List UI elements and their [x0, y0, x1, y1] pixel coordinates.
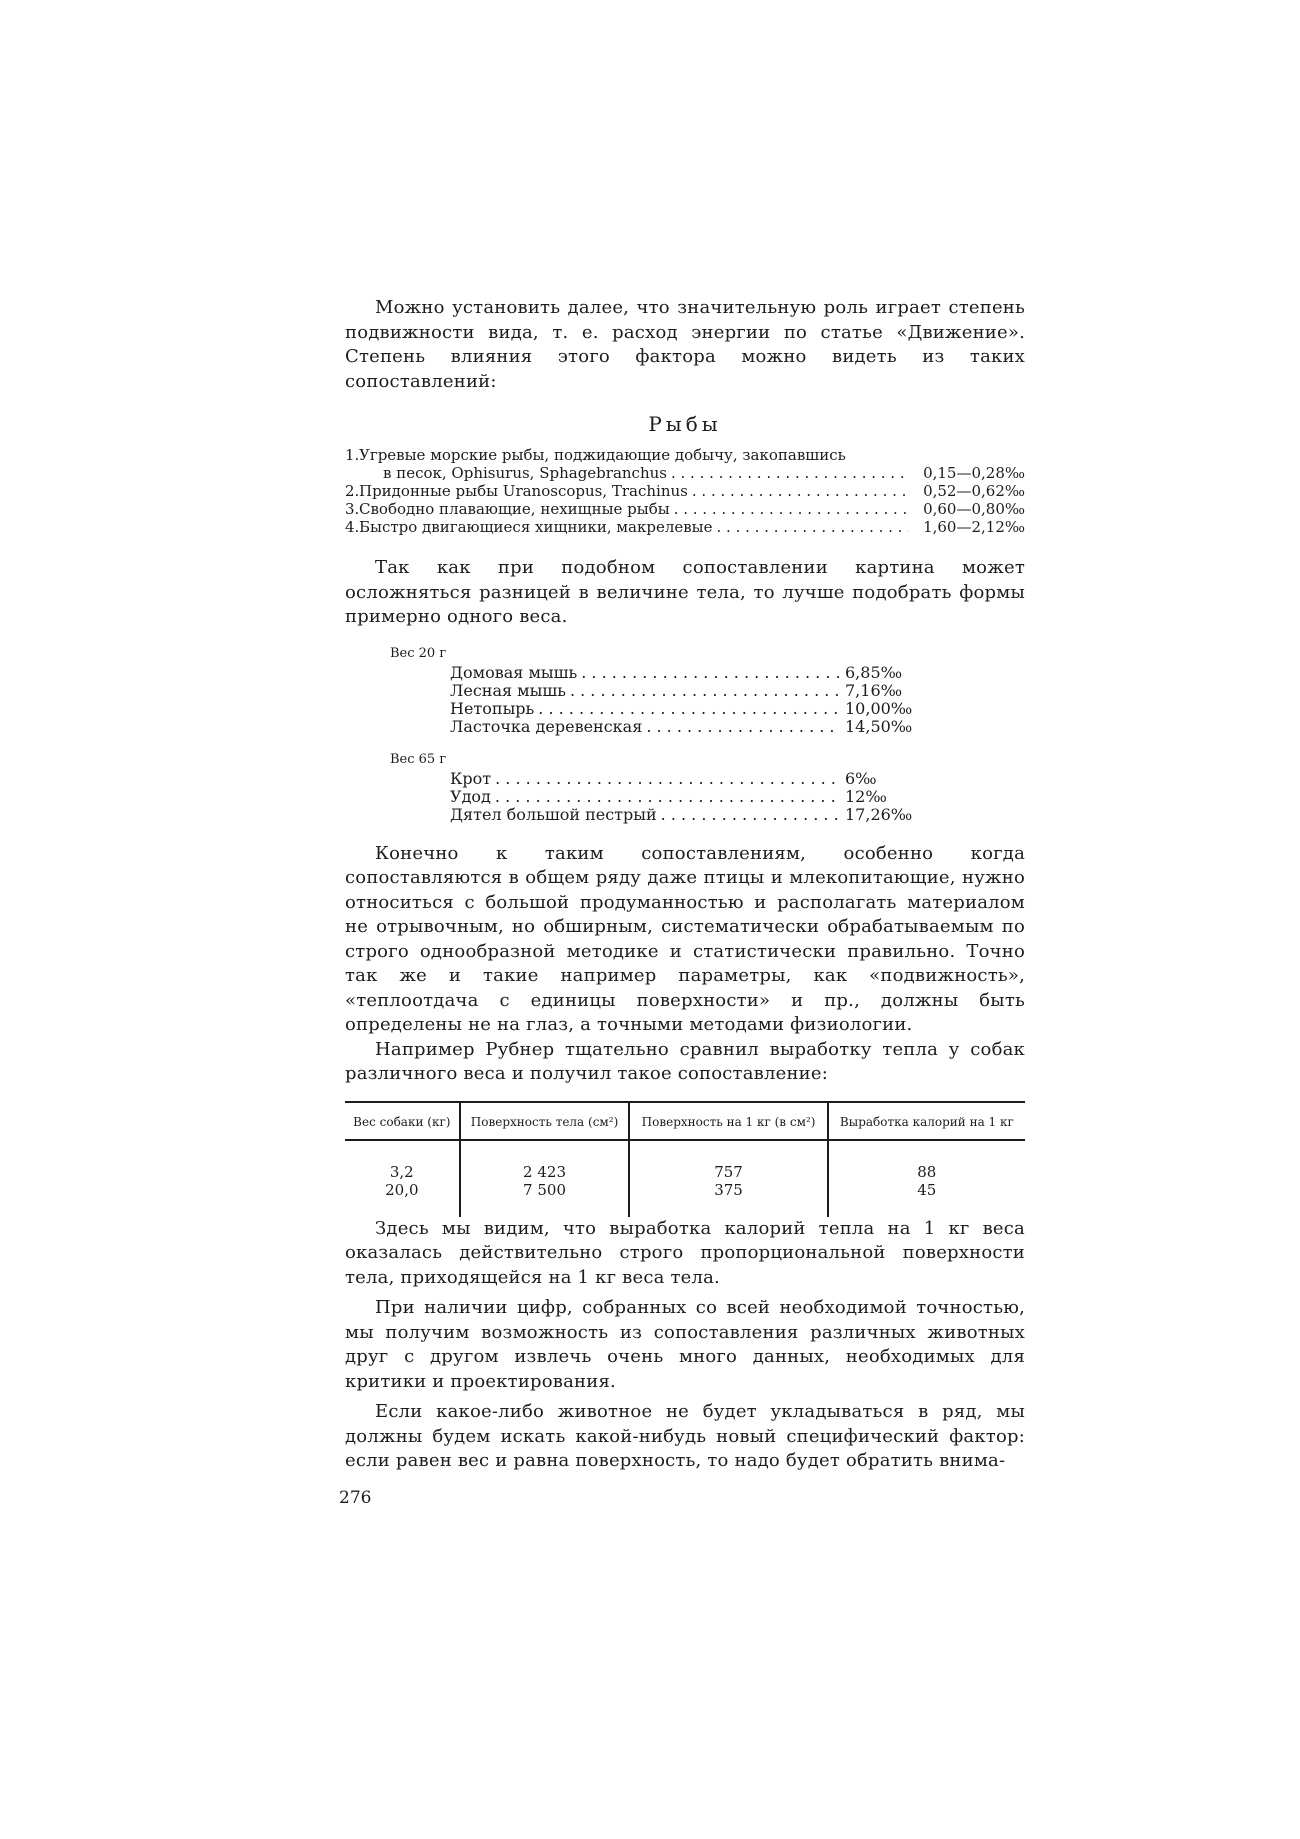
table-header-row — [345, 1102, 1025, 1140]
animal-value: 14,50‰ — [839, 718, 930, 736]
table-cell: 757 — [629, 1163, 827, 1181]
table-row — [345, 1163, 1025, 1181]
animal-name: Лесная мышь . . . — [450, 682, 839, 700]
animal-name: Домовая мышь . . . — [450, 664, 839, 682]
fish-list-item-continuation — [345, 464, 1025, 482]
table-spacer-row — [345, 1140, 1025, 1163]
fish-list — [345, 446, 1025, 536]
weight-group-label: Вес 65 г — [390, 751, 447, 767]
fish-item-value: 1,60—2,12‰ — [909, 518, 1025, 536]
weight-list-item — [450, 664, 930, 682]
rubner-paragraph: Например Рубнер тщательно сравнил выработку тепла у собак различного веса и получил такое сопоставление: — [345, 1038, 1025, 1084]
weight-group — [345, 750, 1025, 824]
weight-group-list — [450, 664, 930, 736]
weight-group-label: Вес 20 г — [390, 645, 447, 661]
page-content — [339, 296, 1025, 1508]
table-cell: 3,2 — [389, 1162, 414, 1181]
fish-item-text: Угревые морские рыбы, поджидающие добычу, закопавшись — [359, 446, 846, 464]
weight-list-item — [450, 682, 930, 700]
weight-paragraph: Так как при подобном сопоставлении картина может осложняться разницей в величине тела, то лучше подобрать формы примерно одного веса. — [345, 557, 1025, 627]
weight-group — [345, 644, 1025, 736]
fish-item-value: 0,52—0,62‰ — [909, 482, 1025, 500]
weight-list-item — [450, 806, 930, 824]
animal-name: Нетопырь . . . — [450, 700, 839, 718]
intro-paragraph: Можно установить далее, что значительную роль играет степень подвижности вида, т. е. расход энергии по статье «Движение». Степень влияния этого фактора можно видеть из таких сопоставлений: — [345, 297, 1025, 392]
page-number: 276 — [339, 1487, 372, 1508]
animal-name: Крот . . . — [450, 770, 839, 788]
animal-value: 12‰ — [839, 788, 930, 806]
table-cell: 88 — [828, 1163, 1025, 1181]
animal-value: 6‰ — [839, 770, 930, 788]
table-cell: 2 423 — [460, 1163, 630, 1181]
fish-list-item — [345, 500, 1025, 518]
fish-item-value: 0,15—0,28‰ — [909, 464, 1025, 482]
fish-item-text: Быстро двигающиеся хищники, макрелевые . . . — [359, 518, 909, 536]
weight-list-item — [450, 770, 930, 788]
animal-name: Удод . . . — [450, 788, 839, 806]
table-cell: 7 500 — [460, 1181, 630, 1217]
table-header-cell: Вес собаки (кг) — [345, 1102, 460, 1140]
fish-heading: Рыбы — [648, 412, 722, 436]
last-paragraph: Если какое-либо животное не будет укладываться в ряд, мы должны будем искать какой-нибудь новый специфический фактор: если равен вес и равна поверхность, то надо будет обратить внима- — [345, 1401, 1025, 1471]
fish-item-text: Свободно плавающие, нехищные рыбы . . . — [359, 500, 909, 518]
table-header-cell: Выработка калорий на 1 кг — [828, 1102, 1025, 1140]
fish-item-number: 1. — [345, 446, 360, 464]
animal-name: Дятел большой пестрый . . . — [450, 806, 839, 824]
table-header-cell: Поверхность тела (см²) — [460, 1102, 630, 1140]
weight-list-item — [450, 700, 930, 718]
animal-value: 10,00‰ — [839, 700, 930, 718]
data-paragraph: При наличии цифр, собранных со всей необходимой точностью, мы получим возможность из сопоставления различных животных друг с другом извлечь очень много данных, необходимых для критики и проектирования. — [345, 1297, 1025, 1392]
weight-list-item — [450, 788, 930, 806]
fish-list-item — [345, 482, 1025, 500]
caution-paragraph: Конечно к таким сопоставлениям, особенно когда сопоставляются в общем ряду даже птицы и млекопитающие, нужно относиться с большой продуманностью и располагать материалом не отрывочным, но обширным, систематически обрабатываемым по строго однообразной методике и статистически правильно. Точно так же и такие например параметры, как «подвижность», «теплоотдача с единицы поверхности» и пр., должны быть определены не на глаз, а точными методами физиологии. — [345, 842, 1025, 1035]
animal-value: 6,85‰ — [839, 664, 930, 682]
animal-name: Ласточка деревенская . . . — [450, 718, 839, 736]
weight-group-list — [450, 770, 930, 824]
fish-list-item — [345, 446, 1025, 464]
fish-item-number: 3. — [345, 500, 360, 518]
fish-item-value: 0,60—0,80‰ — [909, 500, 1025, 518]
animal-value: 17,26‰ — [839, 806, 930, 824]
table-cell: 20,0 — [385, 1180, 419, 1199]
dog-table — [345, 1101, 1025, 1217]
table-header-cell: Поверхность на 1 кг (в см²) — [629, 1102, 827, 1140]
fish-item-number: 4. — [345, 518, 360, 536]
table-cell: 375 — [629, 1181, 827, 1217]
fish-item-number: 2. — [345, 482, 360, 500]
table-row — [345, 1181, 1025, 1217]
table-cell: 45 — [828, 1181, 1025, 1217]
fish-item-text: Придонные рыбы Uranoscopus, Trachinus . . . — [359, 482, 909, 500]
weight-list-item — [450, 718, 930, 736]
fish-list-item — [345, 518, 1025, 536]
fish-item-text: в песок, Ophisurus, Sphagebranchus . . . — [383, 464, 909, 482]
conclusion-paragraph: Здесь мы видим, что выработка калорий тепла на 1 кг веса оказалась действительно строго пропорциональной поверхности тела, приходящейся на 1 кг веса тела. — [345, 1217, 1025, 1288]
animal-value: 7,16‰ — [839, 682, 930, 700]
